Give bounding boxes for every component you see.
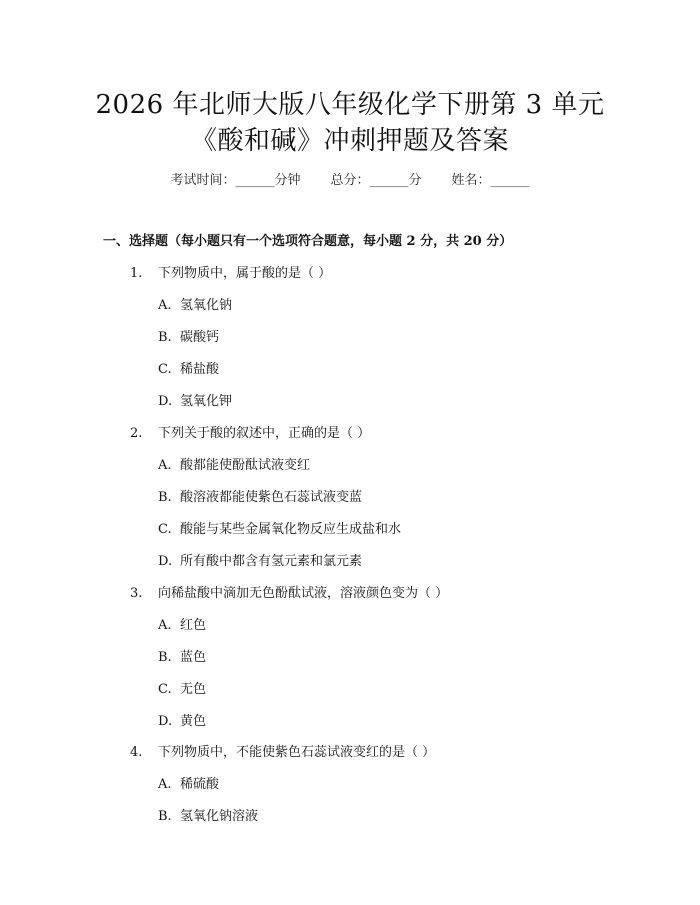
question-1 — [130, 262, 331, 281]
question-2-option-a — [158, 454, 310, 473]
question-4-option-b — [158, 805, 258, 824]
option-text: 氢氧化钠 — [180, 298, 233, 313]
section-heading-multiple-choice: 一、选择题（每小题只有一个选项符合题意，每小题 2 分，共 20 分） — [103, 234, 513, 249]
option-text: 酸溶液都能使紫色石蕊试液变蓝 — [180, 490, 363, 505]
question-3-option-b — [158, 646, 206, 665]
option-letter: B. — [158, 330, 172, 345]
question-2 — [130, 422, 370, 441]
option-letter: A. — [158, 618, 172, 633]
question-2-option-b — [158, 486, 362, 505]
question-1-option-d — [158, 390, 232, 409]
option-letter: B. — [158, 809, 172, 824]
option-letter: D. — [158, 394, 173, 409]
question-2-option-c — [158, 518, 401, 537]
question-3-option-a — [158, 614, 206, 633]
option-text: 氢氧化钾 — [180, 394, 233, 409]
document-title-line-1: 2026 年北师大版八年级化学下册第 3 单元 — [95, 90, 605, 120]
student-name: 姓名：______ — [451, 173, 530, 188]
option-letter: C. — [158, 362, 172, 377]
option-text: 稀盐酸 — [180, 362, 220, 377]
question-number: 3. — [130, 586, 143, 601]
question-2-option-d — [158, 550, 362, 569]
option-letter: C. — [158, 682, 172, 697]
option-letter: C. — [158, 522, 172, 537]
option-text: 无色 — [180, 682, 207, 697]
exam-time: 考试时间：______分钟 — [170, 173, 301, 188]
option-text: 碳酸钙 — [180, 330, 220, 345]
option-letter: A. — [158, 298, 172, 313]
question-4-option-a — [158, 773, 219, 792]
question-3-option-c — [158, 678, 206, 697]
option-text: 蓝色 — [180, 650, 207, 665]
option-letter: A. — [158, 458, 172, 473]
option-text: 酸都能使酚酞试液变红 — [180, 458, 311, 473]
option-text: 黄色 — [180, 714, 207, 729]
question-1-option-b — [158, 326, 219, 345]
option-text: 所有酸中都含有氢元素和氯元素 — [180, 554, 363, 569]
option-text: 稀硫酸 — [180, 777, 220, 792]
question-3-option-d — [158, 710, 206, 729]
option-letter: B. — [158, 650, 172, 665]
option-letter: D. — [158, 554, 173, 569]
document-title-line-2: 《酸和碱》冲刺押题及答案 — [190, 126, 509, 156]
option-letter: A. — [158, 777, 172, 792]
exam-info — [0, 169, 700, 188]
option-text: 红色 — [180, 618, 207, 633]
question-number: 1. — [130, 266, 143, 281]
question-number: 4. — [130, 745, 143, 760]
question-1-option-c — [158, 358, 219, 377]
question-text: 向稀盐酸中滴加无色酚酞试液，溶液颜色变为（ ） — [158, 586, 449, 601]
question-text: 下列关于酸的叙述中，正确的是（ ） — [158, 426, 371, 441]
question-1-option-a — [158, 294, 232, 313]
option-text: 氢氧化钠溶液 — [180, 809, 259, 824]
question-3 — [130, 582, 448, 601]
option-letter: B. — [158, 490, 172, 505]
question-number: 2. — [130, 426, 143, 441]
option-letter: D. — [158, 714, 173, 729]
question-text: 下列物质中，属于酸的是（ ） — [158, 266, 332, 281]
option-text: 酸能与某些金属氧化物反应生成盐和水 — [180, 522, 402, 537]
total-score: 总分：______分 — [330, 173, 422, 188]
question-text: 下列物质中，不能使紫色石蕊试液变红的是（ ） — [158, 745, 436, 760]
question-4 — [130, 741, 435, 760]
